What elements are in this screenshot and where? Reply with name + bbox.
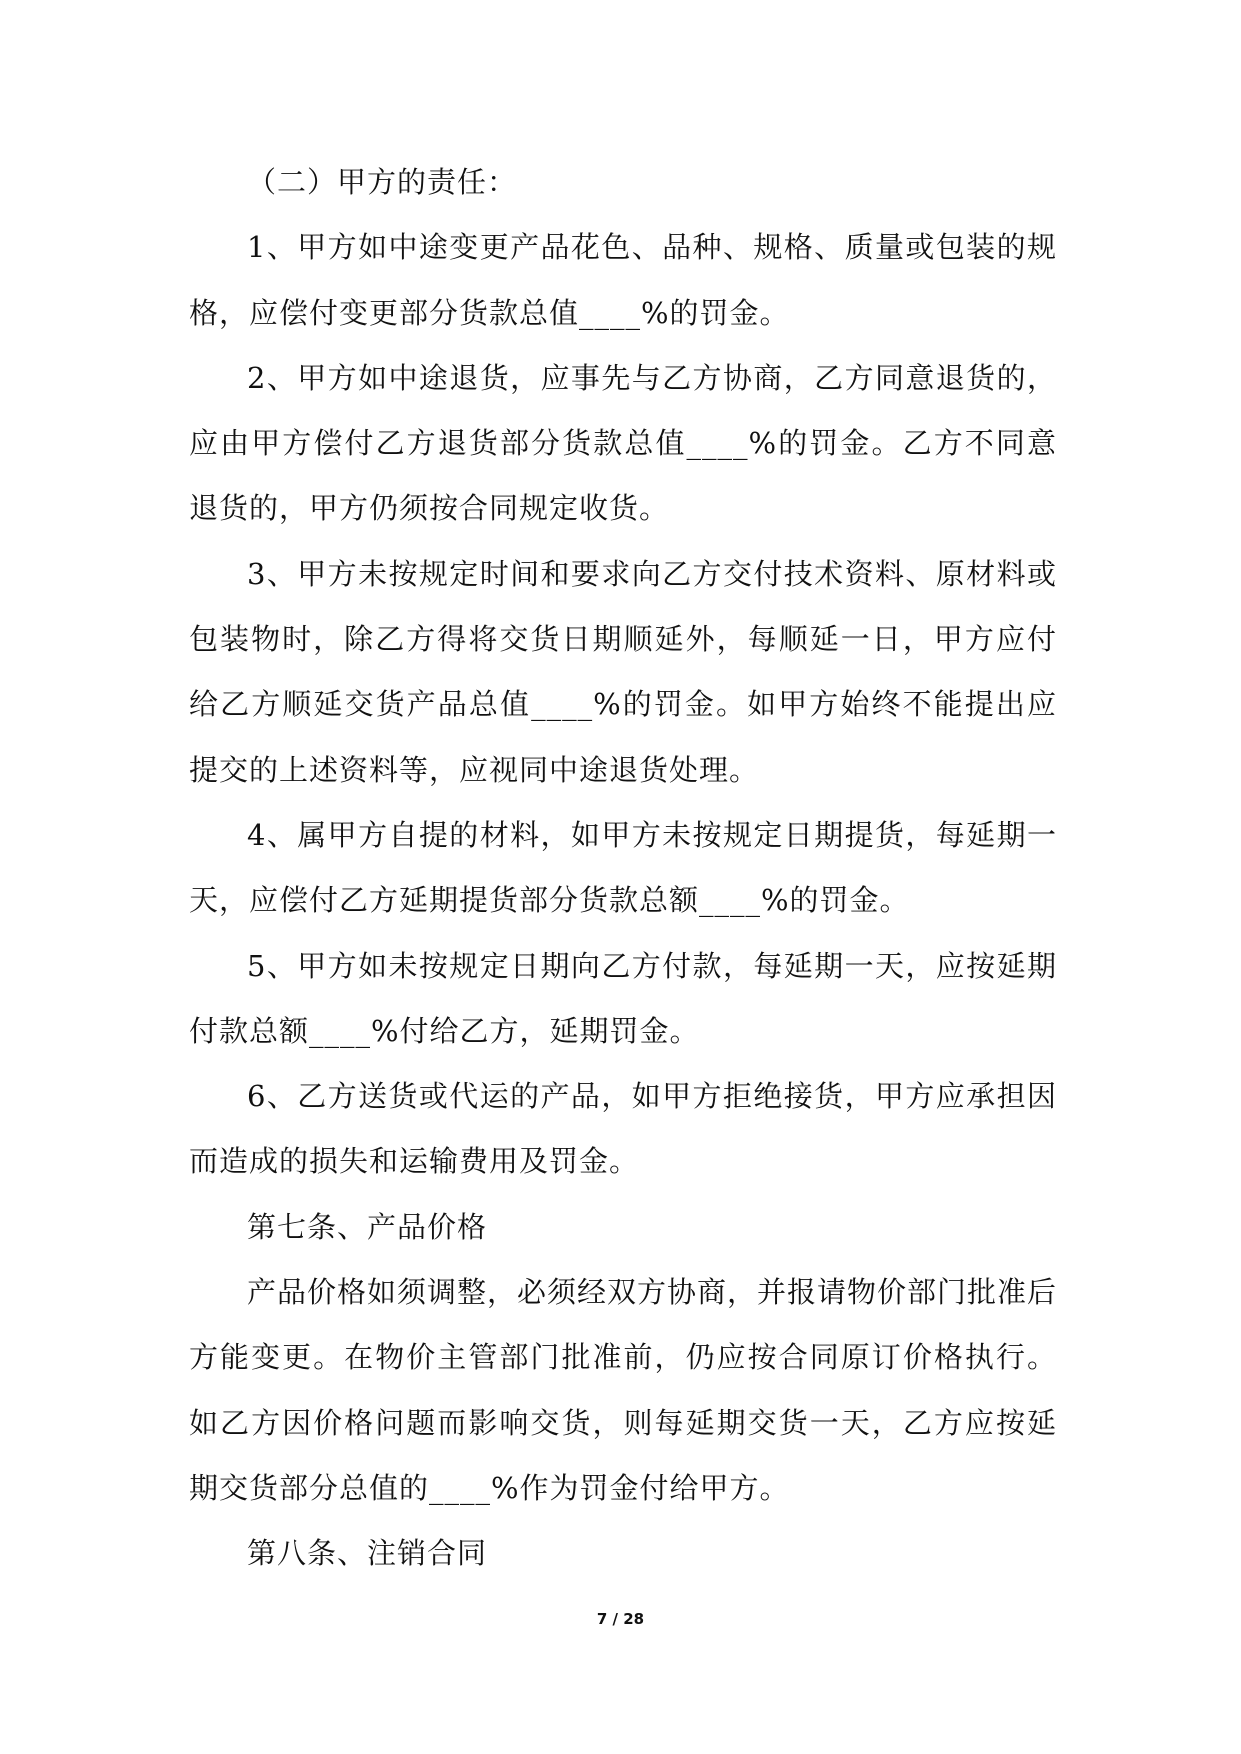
clause-6: 6、乙方送货或代运的产品，如甲方拒绝接货，甲方应承担因而造成的损失和运输费用及罚金。 <box>189 1079 1057 1179</box>
clause-5: 5、甲方如未按规定日期向乙方付款，每延期一天，应按延期付款总额____%付给乙方，延期罚金。 <box>189 948 1057 1048</box>
clause-1: 1、甲方如中途变更产品花色、品种、规格、质量或包装的规格，应偿付变更部分货款总值____%的罚金。 <box>189 230 1057 330</box>
page-number: 7 / 28 <box>596 1610 645 1628</box>
section-heading-party-a-duties: （二）甲方的责任： <box>247 165 518 199</box>
article-7-heading: 第七条、产品价格 <box>247 1209 488 1244</box>
clause-2: 2、甲方如中途退货，应事先与乙方协商，乙方同意退货的，应由甲方偿付乙方退货部分货款总值____%的罚金。乙方不同意退货的，甲方仍须按合同规定收货。 <box>189 360 1057 526</box>
clause-3: 3、甲方未按规定时间和要求向乙方交付技术资料、原材料或包装物时，除乙方得将交货日期顺延外，每顺延一日，甲方应付给乙方顺延交货产品总值____%的罚金。如甲方始终不能提出应提交的上述资料等，应视同中途退货处理。 <box>189 556 1057 787</box>
clause-4: 4、属甲方自提的材料，如甲方未按规定日期提货，每延期一天，应偿付乙方延期提货部分货款总额____%的罚金。 <box>189 817 1057 918</box>
article-7-body: 产品价格如须调整，必须经双方协商，并报请物价部门批准后方能变更。在物价主管部门批准前，仍应按合同原订价格执行。如乙方因价格问题而影响交货，则每延期交货一天，乙方应按延期交货部分总值的____%作为罚金付给甲方。 <box>189 1275 1058 1505</box>
article-8-heading: 第八条、注销合同 <box>247 1536 488 1571</box>
document-body <box>189 150 1057 1587</box>
